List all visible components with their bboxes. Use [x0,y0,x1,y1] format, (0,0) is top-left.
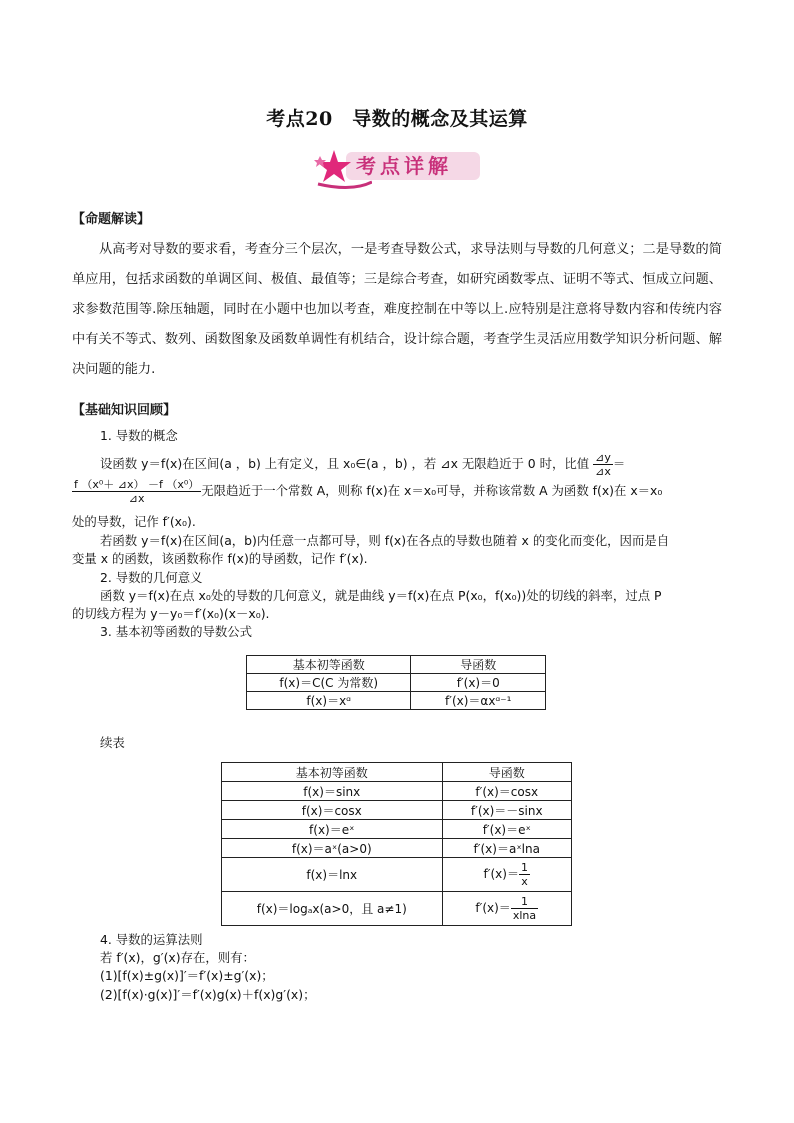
cell-text: f′(x)＝ [483,867,519,881]
header-cell: 导函数 [442,763,572,782]
table-cell: f(x)＝lnx [222,858,443,892]
table-row [222,820,572,839]
subsection-title-4: 4. 导数的运算法则 [100,932,203,947]
fraction-one-over-xlna [511,895,538,922]
fraction-denominator: xlna [512,909,537,922]
table-cell: f(x)＝C(C 为常数) [247,674,411,692]
equals-sign: ＝ [612,456,626,471]
page-title: 考点20 导数的概念及其运算 [266,108,528,130]
subsection-title-2: 2. 导数的几何意义 [100,570,203,585]
definition-line-3: 处的导数，记作 f′(x₀). [72,514,196,529]
derivative-table-1 [246,655,546,710]
header-cell: 基本初等函数 [222,763,443,782]
subsection-title-1: 1. 导数的概念 [100,428,178,443]
fraction-numerator: ⊿y [595,451,611,464]
section-heading-interpretation: 【命题解读】 [72,212,151,227]
header-cell: 导函数 [411,656,546,674]
difference-quotient [72,478,201,505]
interpretation-paragraph: 从高考对导数的要求看，考查分三个层次，一是考查导数公式，求导法则与导数的几何意义；二是导数的简单应用，包括求函数的单调区间、极值、最值等；三是综合考查，如研究函数零点、证明不等式、恒成立问题、求参数范围等.除压轴题，同时在小题中也加以考查，难度控制在中等以上.应特别是注意将导数内容和传统内容中有关不等式、数列、函数图象及函数单调性有机结合，设计综合题，考查学生灵活应用数学知识分析问题、解决问题的能力. [72,242,722,377]
table-row [247,674,546,692]
table-cell: f′(x)＝－sinx [442,801,572,820]
section-banner [312,148,484,188]
subsection-title-3: 3. 基本初等函数的导数公式 [100,624,253,639]
cell-text: f′(x)＝ [475,901,511,915]
table-row [247,692,546,710]
fraction-numerator: 1 [511,895,538,909]
fraction-one-over-x [519,861,530,888]
geometry-line-1: 函数 y＝f(x)在点 x₀处的导数的几何意义，就是曲线 y＝f(x)在点 P(x₀，f(x₀))处的切线的斜率，过点 P [100,588,662,603]
table-cell: f′(x)＝cosx [442,782,572,801]
fraction-numerator: f （x⁰＋ ⊿x） －f （x⁰） [74,478,200,491]
header-cell: 基本初等函数 [247,656,411,674]
table-header-row [222,763,572,782]
table-cell [442,892,572,926]
table-cell: f(x)＝xᵅ [247,692,411,710]
definition-text: 设函数 y＝f(x)在区间(a ，b) 上有定义，且 x₀∈(a ，b) ，若 ⊿x 无限趋近于 0 时，比值 [100,456,590,471]
table-cell: f(x)＝sinx [222,782,443,801]
fraction-dy-dx [593,451,613,478]
table-row [222,858,572,892]
table-cell [442,858,572,892]
table-cell: f′(x)＝αxᵅ⁻¹ [411,692,546,710]
fraction-numerator: 1 [520,861,528,874]
table-row [222,839,572,858]
geometry-line-2: 的切线方程为 y－y₀＝f′(x₀)(x－x₀). [72,606,270,621]
table-cell: f(x)＝aˣ(a>0) [222,839,443,858]
banner-label: 考点详解 [356,154,452,178]
fraction-denominator: ⊿x [128,492,145,505]
definition-line-5: 变量 x 的函数，该函数称作 f(x)的导函数，记作 f′(x). [72,551,368,566]
derivative-table-2 [221,762,572,926]
table-cell: f(x)＝logₐx(a>0，且 a≠1) [222,892,443,926]
table-cell: f′(x)＝eˣ [442,820,572,839]
rule-sum: (1)[f(x)±g(x)]′＝f′(x)±g′(x)； [100,968,274,983]
rule-intro: 若 f′(x)，g′(x)存在，则有： [100,950,255,965]
table-row [222,782,572,801]
definition-line-4: 若函数 y＝f(x)在区间(a，b)内任意一点都可导，则 f(x)在各点的导数也随着 x 的变化而变化，因而是自 [100,533,670,548]
rule-product: (2)[f(x)·g(x)]′＝f′(x)g(x)＋f(x)g′(x)； [100,987,316,1002]
section-heading-basics: 【基础知识回顾】 [72,403,177,418]
fraction-denominator: x [521,875,528,888]
table-cell: f(x)＝cosx [222,801,443,820]
table-cell: f′(x)＝0 [411,674,546,692]
table-header-row [247,656,546,674]
table-cell: f(x)＝eˣ [222,820,443,839]
table-cell: f′(x)＝aˣlna [442,839,572,858]
definition-line-1 [100,451,625,478]
definition-line-2 [72,478,662,505]
definition-text: 无限趋近于一个常数 A，则称 f(x)在 x＝x₀可导，并称该常数 A 为函数 f(x)在 x＝x₀ [201,483,663,498]
fraction-denominator: ⊿x [595,465,611,478]
table-row [222,892,572,926]
table-row [222,801,572,820]
continued-label: 续表 [100,735,125,750]
